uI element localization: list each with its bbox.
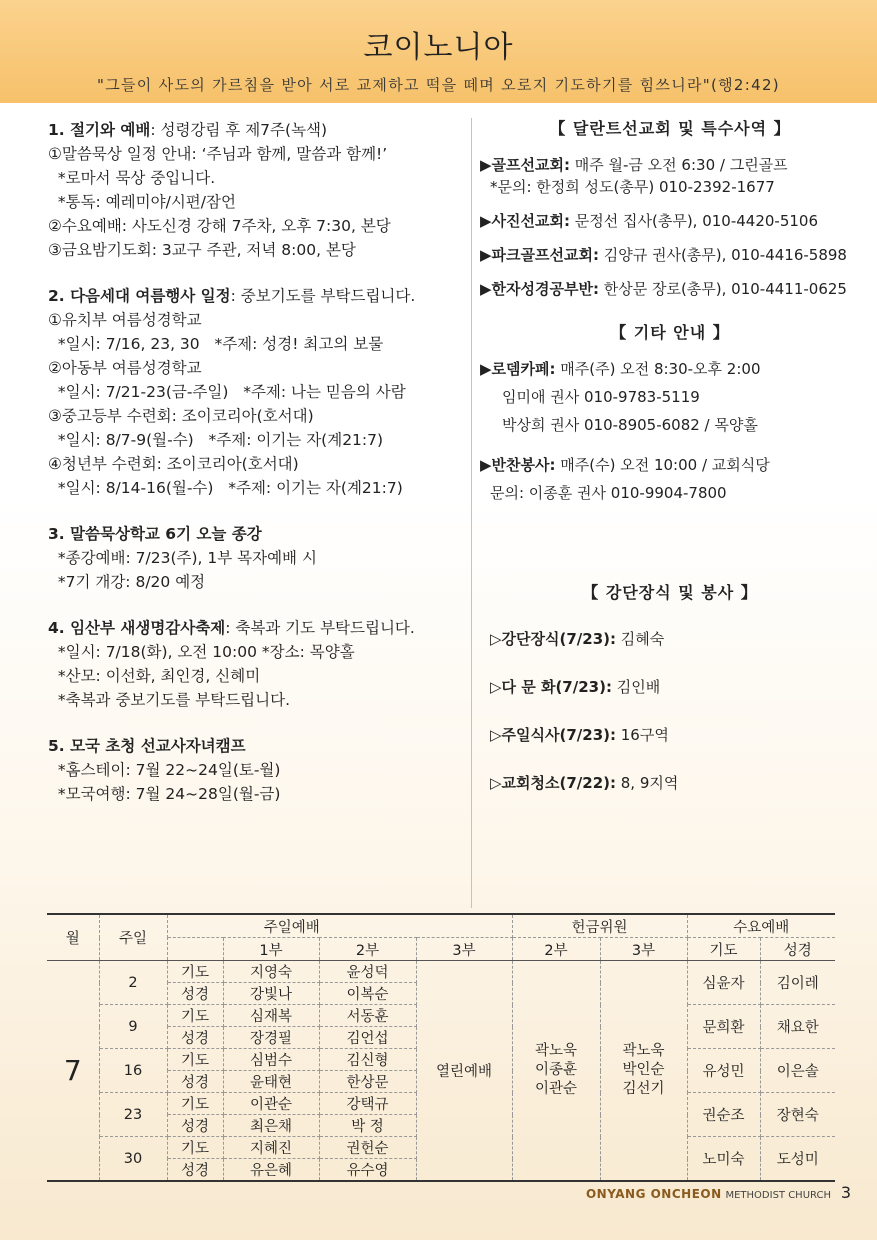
prayer-2bu: 권헌순 — [319, 1137, 416, 1159]
role-cell: 기도 — [167, 1005, 223, 1027]
col-blank — [416, 914, 512, 938]
prayer-2bu: 서동훈 — [319, 1005, 416, 1027]
golf-mission — [480, 154, 860, 198]
bible-1bu: 윤태현 — [223, 1071, 319, 1093]
service-item — [480, 772, 860, 794]
col-1bu: 1부 — [223, 938, 319, 961]
wednesday-bible: 김이레 — [760, 961, 835, 1005]
wednesday-prayer: 심윤자 — [687, 961, 760, 1005]
offering-2bu: 곽노욱 이종훈 이관순 — [512, 961, 600, 1182]
parkgolf-value: 김양규 권사(총무), 010-4416-5898 — [598, 246, 847, 264]
photo-value: 문정선 집사(총무), 010-4420-5106 — [570, 212, 819, 230]
service-heading: 【 강단장식 및 봉사 】 — [582, 583, 758, 602]
prayer-2bu: 윤성덕 — [319, 961, 416, 983]
announcement-line: *통독: 예레미야/시편/잠언 — [48, 193, 236, 211]
prayer-1bu: 지영숙 — [223, 961, 319, 983]
bible-1bu: 최은채 — [223, 1115, 319, 1137]
heading-rest: : 중보기도를 부탁드립니다. — [230, 287, 416, 305]
photo-mission — [480, 210, 860, 232]
role-cell: 성경 — [167, 983, 223, 1005]
wednesday-bible: 도성미 — [760, 1137, 835, 1182]
heading-bold: 1. 절기와 예배 — [48, 121, 151, 139]
service-value: 김인배 — [611, 678, 661, 696]
page-number: 3 — [840, 1183, 851, 1202]
week-cell: 30 — [99, 1137, 167, 1182]
parkgolf-mission — [480, 244, 860, 266]
heading-bold: 5. 모국 초청 선교사자녀캠프 — [48, 737, 246, 755]
bible-2bu: 이복순 — [319, 983, 416, 1005]
announcement-line: ①말씀묵상 일정 안내: ‘주님과 함께, 말씀과 함께!’ — [48, 145, 388, 163]
service-label: ▷다 문 화(7/23): — [490, 678, 612, 696]
col-sunday-worship: 주일예배 — [167, 914, 416, 938]
service-value: 김혜숙 — [616, 630, 665, 648]
announcement-heading — [48, 734, 463, 758]
month-cell: 7 — [47, 961, 99, 1182]
prayer-2bu: 김신형 — [319, 1049, 416, 1071]
week-cell: 9 — [99, 1005, 167, 1049]
wednesday-prayer: 문희환 — [687, 1005, 760, 1049]
announcement-line: ①유치부 여름성경학교 — [48, 311, 202, 329]
heading-bold: 2. 다음세대 여름행사 일정 — [48, 287, 231, 305]
prayer-1bu: 심범수 — [223, 1049, 319, 1071]
bible-1bu: 강빛나 — [223, 983, 319, 1005]
role-cell: 성경 — [167, 1159, 223, 1182]
wednesday-prayer: 권순조 — [687, 1093, 760, 1137]
col-week: 주일 — [99, 914, 167, 961]
heading-bold: 4. 임산부 새생명감사축제 — [48, 619, 226, 637]
wednesday-prayer: 노미숙 — [687, 1137, 760, 1182]
announcement-line: *일시: 7/18(화), 오전 10:00 *장소: 목양홀 — [48, 643, 355, 661]
column-divider — [471, 118, 472, 908]
mission-heading: 【 달란트선교회 및 특수사역 】 — [549, 119, 791, 138]
service-label: ▷강단장식(7/23): — [490, 630, 616, 648]
announcement-line: *모국여행: 7월 24~28일(월-금) — [48, 785, 281, 803]
week-cell: 2 — [99, 961, 167, 1005]
bible-verse: "그들이 사도의 가르침을 받아 서로 교제하고 떡을 떼며 오로지 기도하기를 힘쓰니라"(행2:42) — [97, 76, 780, 94]
col-2bu: 2부 — [319, 938, 416, 961]
rodem-cafe — [480, 358, 860, 436]
footer — [586, 1183, 851, 1202]
announcement-3 — [48, 522, 463, 594]
side-dish-service — [480, 454, 860, 504]
ministry-column — [480, 118, 860, 820]
service-list — [480, 628, 860, 794]
bible-2bu: 유수영 — [319, 1159, 416, 1182]
hanja-label: ▶한자성경공부반: — [480, 280, 599, 298]
role-cell: 기도 — [167, 961, 223, 983]
table-row — [47, 961, 835, 983]
announcement-line: *종강예배: 7/23(주), 1부 목자예배 시 — [48, 549, 317, 567]
announcement-1 — [48, 118, 463, 262]
bible-1bu: 장경필 — [223, 1027, 319, 1049]
role-cell: 기도 — [167, 1049, 223, 1071]
announcement-4 — [48, 616, 463, 712]
col-role — [167, 938, 223, 961]
bible-2bu: 한상문 — [319, 1071, 416, 1093]
announcement-line: ②수요예배: 사도신경 강해 7주차, 오후 7:30, 본당 — [48, 217, 391, 235]
photo-label: ▶사진선교회: — [480, 212, 570, 230]
announcement-heading — [48, 284, 463, 308]
announcements-column — [48, 118, 463, 828]
col-3bu: 3부 — [416, 938, 512, 961]
hanja-value: 한상문 장로(총무), 010-4411-0625 — [598, 280, 847, 298]
wednesday-bible: 장현숙 — [760, 1093, 835, 1137]
hanja-bible-class — [480, 278, 860, 300]
service-label: ▷교회청소(7/22): — [490, 774, 616, 792]
prayer-2bu: 강택규 — [319, 1093, 416, 1115]
wednesday-bible: 채요한 — [760, 1005, 835, 1049]
header-banner — [0, 0, 877, 103]
cafe-contact-2: 박상희 권사 010-8905-6082 / 목양홀 — [502, 416, 758, 434]
open-worship-cell: 열린예배 — [416, 961, 512, 1182]
role-cell: 기도 — [167, 1093, 223, 1115]
announcement-line: *산모: 이선화, 최인경, 신혜미 — [48, 667, 261, 685]
golf-label: ▶골프선교회: — [480, 156, 570, 174]
service-label: ▷주일식사(7/23): — [490, 726, 616, 744]
schedule-table — [47, 913, 835, 1182]
bible-1bu: 유은혜 — [223, 1159, 319, 1182]
announcement-heading — [48, 118, 463, 142]
prayer-1bu: 심재복 — [223, 1005, 319, 1027]
church-sub: METHODIST CHURCH — [725, 1190, 831, 1201]
announcement-line: ③금요밤기도회: 3교구 주관, 저녁 8:00, 본당 — [48, 241, 356, 259]
heading-bold: 3. 말씀묵상학교 6기 오늘 종강 — [48, 525, 262, 543]
service-item — [480, 724, 860, 746]
announcement-line: *로마서 묵상 중입니다. — [48, 169, 216, 187]
bible-2bu: 박 정 — [319, 1115, 416, 1137]
service-value: 16구역 — [616, 726, 669, 744]
announcement-line: *일시: 7/21-23(금-주일) *주제: 나는 믿음의 사람 — [48, 383, 406, 401]
role-cell: 성경 — [167, 1027, 223, 1049]
church-brand: ONYANG ONCHEON — [585, 1187, 722, 1201]
announcement-line: ③중고등부 수련회: 조이코리아(호서대) — [48, 407, 314, 425]
heading-rest: : 성령강림 후 제7주(녹색) — [150, 121, 328, 139]
prayer-1bu: 이관순 — [223, 1093, 319, 1115]
announcement-line: ②아동부 여름성경학교 — [48, 359, 202, 377]
prayer-1bu: 지혜진 — [223, 1137, 319, 1159]
offering-3bu: 곽노욱 박인순 김선기 — [600, 961, 687, 1182]
col-offering-3bu: 3부 — [600, 938, 687, 961]
schedule-body — [47, 961, 835, 1182]
announcement-line: *일시: 7/16, 23, 30 *주제: 성경! 최고의 보물 — [48, 335, 384, 353]
wednesday-bible: 이은솔 — [760, 1049, 835, 1093]
week-cell: 16 — [99, 1049, 167, 1093]
cafe-contact-1: 임미애 권사 010-9783-5119 — [502, 388, 700, 406]
announcement-line: ④청년부 수련회: 조이코리아(호서대) — [48, 455, 299, 473]
side-value: 매주(수) 오전 10:00 / 교회식당 — [555, 456, 770, 474]
announcement-5 — [48, 734, 463, 806]
golf-contact: *문의: 한정희 성도(총무) 010-2392-1677 — [490, 178, 775, 196]
col-wednesday: 수요예배 — [687, 914, 835, 938]
announcement-line: *홈스테이: 7월 22~24일(토-월) — [48, 761, 281, 779]
announcement-heading — [48, 522, 463, 546]
week-cell: 23 — [99, 1093, 167, 1137]
announcement-heading — [48, 616, 463, 640]
side-contact: 문의: 이종훈 권사 010-9904-7800 — [490, 484, 727, 502]
announcement-line: *일시: 8/7-9(월-수) *주제: 이기는 자(계21:7) — [48, 431, 384, 449]
parkgolf-label: ▶파크골프선교회: — [480, 246, 599, 264]
service-item — [480, 628, 860, 650]
col-prayer: 기도 — [687, 938, 760, 961]
golf-value: 매주 월-금 오전 6:30 / 그린골프 — [570, 156, 788, 174]
cafe-value: 매주(주) 오전 8:30-오후 2:00 — [555, 360, 761, 378]
col-offering: 헌금위원 — [512, 914, 687, 938]
col-offering-2bu: 2부 — [512, 938, 600, 961]
role-cell: 기도 — [167, 1137, 223, 1159]
etc-heading: 【 기타 안내 】 — [610, 323, 730, 342]
announcement-2 — [48, 284, 463, 500]
heading-rest: : 축복과 기도 부탁드립니다. — [225, 619, 415, 637]
announcement-line: *일시: 8/14-16(월-수) *주제: 이기는 자(계21:7) — [48, 479, 403, 497]
service-value: 8, 9지역 — [616, 774, 679, 792]
role-cell: 성경 — [167, 1115, 223, 1137]
role-cell: 성경 — [167, 1071, 223, 1093]
side-label: ▶반찬봉사: — [480, 456, 556, 474]
announcement-line: *축복과 중보기도를 부탁드립니다. — [48, 691, 291, 709]
cafe-label: ▶로뎀카페: — [480, 360, 556, 378]
service-item — [480, 676, 860, 698]
col-month: 월 — [47, 914, 99, 961]
col-bible: 성경 — [760, 938, 835, 961]
page-title: 코이노니아 — [363, 30, 514, 65]
announcement-line: *7기 개강: 8/20 예정 — [48, 573, 206, 591]
bible-2bu: 김언섭 — [319, 1027, 416, 1049]
wednesday-prayer: 유성민 — [687, 1049, 760, 1093]
